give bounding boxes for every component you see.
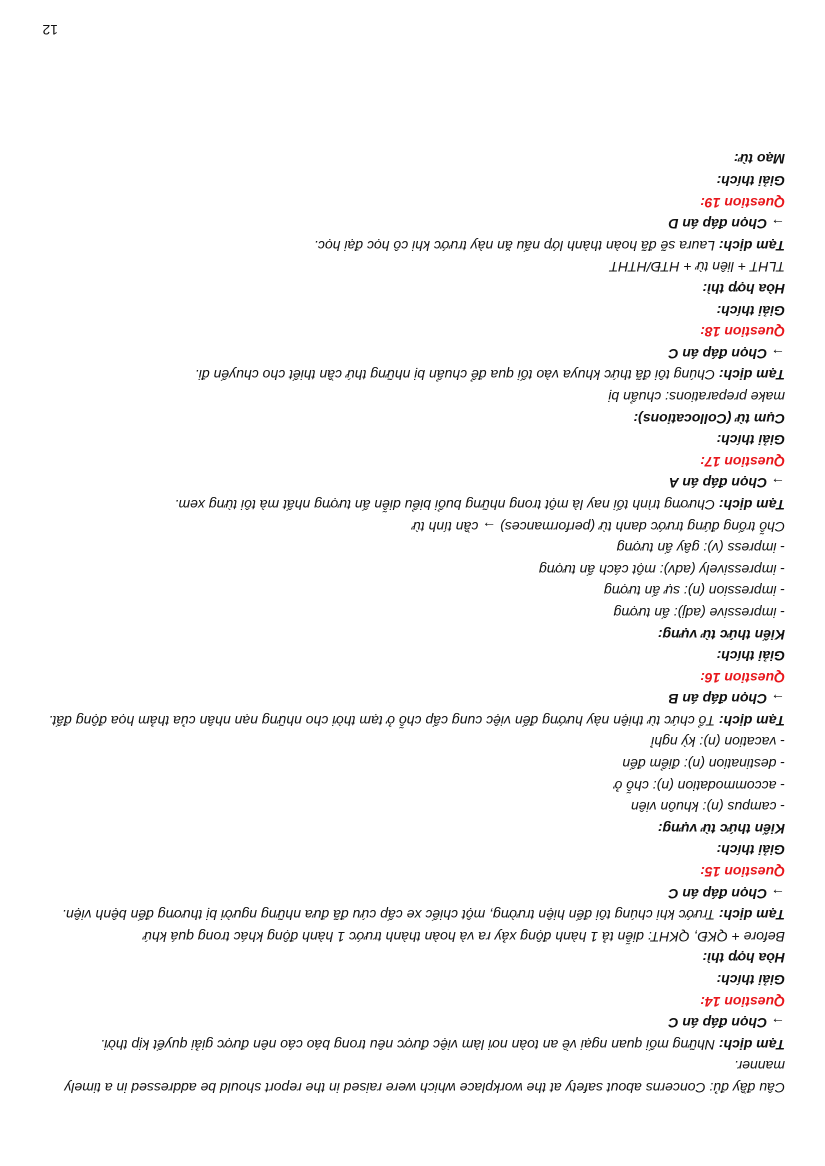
- translation-label: Tạm dịch:: [718, 237, 785, 254]
- section-label: Mạo từ:: [733, 151, 785, 168]
- text-line: - campus (n): khuôn viên: [630, 799, 785, 816]
- page-number: 12: [42, 22, 58, 38]
- translation-line: [37, 904, 785, 926]
- translation-label: Tạm dịch:: [718, 907, 785, 924]
- translation-line: [37, 234, 785, 256]
- question-heading: Question 15:: [700, 864, 785, 881]
- section-label: Giải thích:: [716, 648, 785, 665]
- section-label: Giải thích:: [716, 972, 785, 989]
- text-line: - impressive (adj): ấn tượng: [613, 604, 785, 621]
- translation-line: [37, 364, 785, 386]
- question-heading: Question 14:: [700, 993, 785, 1010]
- text-line: - impression (n): sự ấn tượng: [603, 583, 785, 600]
- answer-line: → Chọn đáp án C: [668, 885, 785, 902]
- text-line: - impress (v): gây ấn tượng: [616, 540, 785, 557]
- document-body: [37, 148, 785, 1098]
- section-label: Cụm từ (Collocations):: [633, 410, 785, 427]
- answer-line: → Chọn đáp án C: [668, 345, 785, 362]
- text-line: Chỗ trống đứng trước danh từ (performances) → cần tính từ: [411, 518, 785, 535]
- question-heading: Question 19:: [700, 194, 785, 211]
- section-label: Kiến thức từ vựng:: [657, 820, 785, 837]
- translation-label: Tạm dịch:: [718, 496, 785, 513]
- question-heading: Question 16:: [700, 669, 785, 686]
- question-heading: Question 18:: [700, 324, 785, 341]
- answer-line: → Chọn đáp án C: [668, 1015, 785, 1032]
- text-line: Before + QKĐ, QKHT: diễn tả 1 hành động xảy ra và hoàn thành trước 1 hành động khác trong quá khứ: [143, 928, 785, 945]
- answer-line: → Chọn đáp án A: [668, 475, 785, 492]
- translation-text: Tổ chức từ thiện này hướng đến việc cung cấp chỗ ở tạm thời cho những nạn nhân của thảm họa động đất.: [48, 712, 719, 729]
- translation-line: [37, 493, 785, 515]
- translation-line: [37, 709, 785, 731]
- answer-line: → Chọn đáp án D: [668, 216, 785, 233]
- text-line: TLHT + liên từ + HTĐ/HTHT: [609, 259, 785, 276]
- section-label: Kiến thức từ vựng:: [657, 626, 785, 643]
- section-label: Hòa hợp thì:: [702, 950, 785, 967]
- translation-text: Những mối quan ngại về an toàn nơi làm việc được nêu trong báo cáo nên được giải quyết kịp thời.: [100, 1036, 719, 1053]
- question-heading: Question 17:: [700, 453, 785, 470]
- translation-label: Tạm dịch:: [718, 712, 785, 729]
- text-line: - accommodation (n): chỗ ở: [613, 777, 785, 794]
- section-label: Giải thích:: [716, 173, 785, 190]
- translation-label: Tạm dịch:: [718, 367, 785, 384]
- translation-text: Trước khi chúng tôi đến hiện trường, một chiếc xe cấp cứu đã đưa những người bị thương đến bệnh viện.: [62, 907, 719, 924]
- section-label: Giải thích:: [716, 432, 785, 449]
- text-line: Câu đầy đủ: Concerns about safety at the workplace which were raised in the report should be addressed in a timely manner.: [64, 1058, 785, 1096]
- translation-line: [37, 1033, 785, 1055]
- text-line: make preparations: chuẩn bị: [608, 389, 785, 405]
- text-line: - destination (n): điểm đến: [622, 756, 785, 773]
- section-label: Hòa hợp thì:: [702, 281, 785, 298]
- answer-line: → Chọn đáp án B: [668, 691, 785, 708]
- translation-text: Laura sẽ đã hoàn thành lớp nấu ăn này trước khi cô học đại học.: [314, 237, 719, 254]
- section-label: Giải thích:: [716, 842, 785, 859]
- text-line: - impressively (adv): một cách ấn tượng: [538, 561, 785, 578]
- translation-text: Chương trình tối nay là một trong những buổi biểu diễn ấn tượng nhất mà tôi từng xem.: [174, 496, 719, 513]
- text-line: - vacation (n): kỳ nghỉ: [651, 734, 785, 751]
- section-label: Giải thích:: [716, 302, 785, 319]
- translation-text: Chúng tôi đã thức khuya vào tối qua để chuẩn bị những thứ cần thiết cho chuyến đi.: [194, 367, 719, 384]
- translation-label: Tạm dịch:: [718, 1036, 785, 1053]
